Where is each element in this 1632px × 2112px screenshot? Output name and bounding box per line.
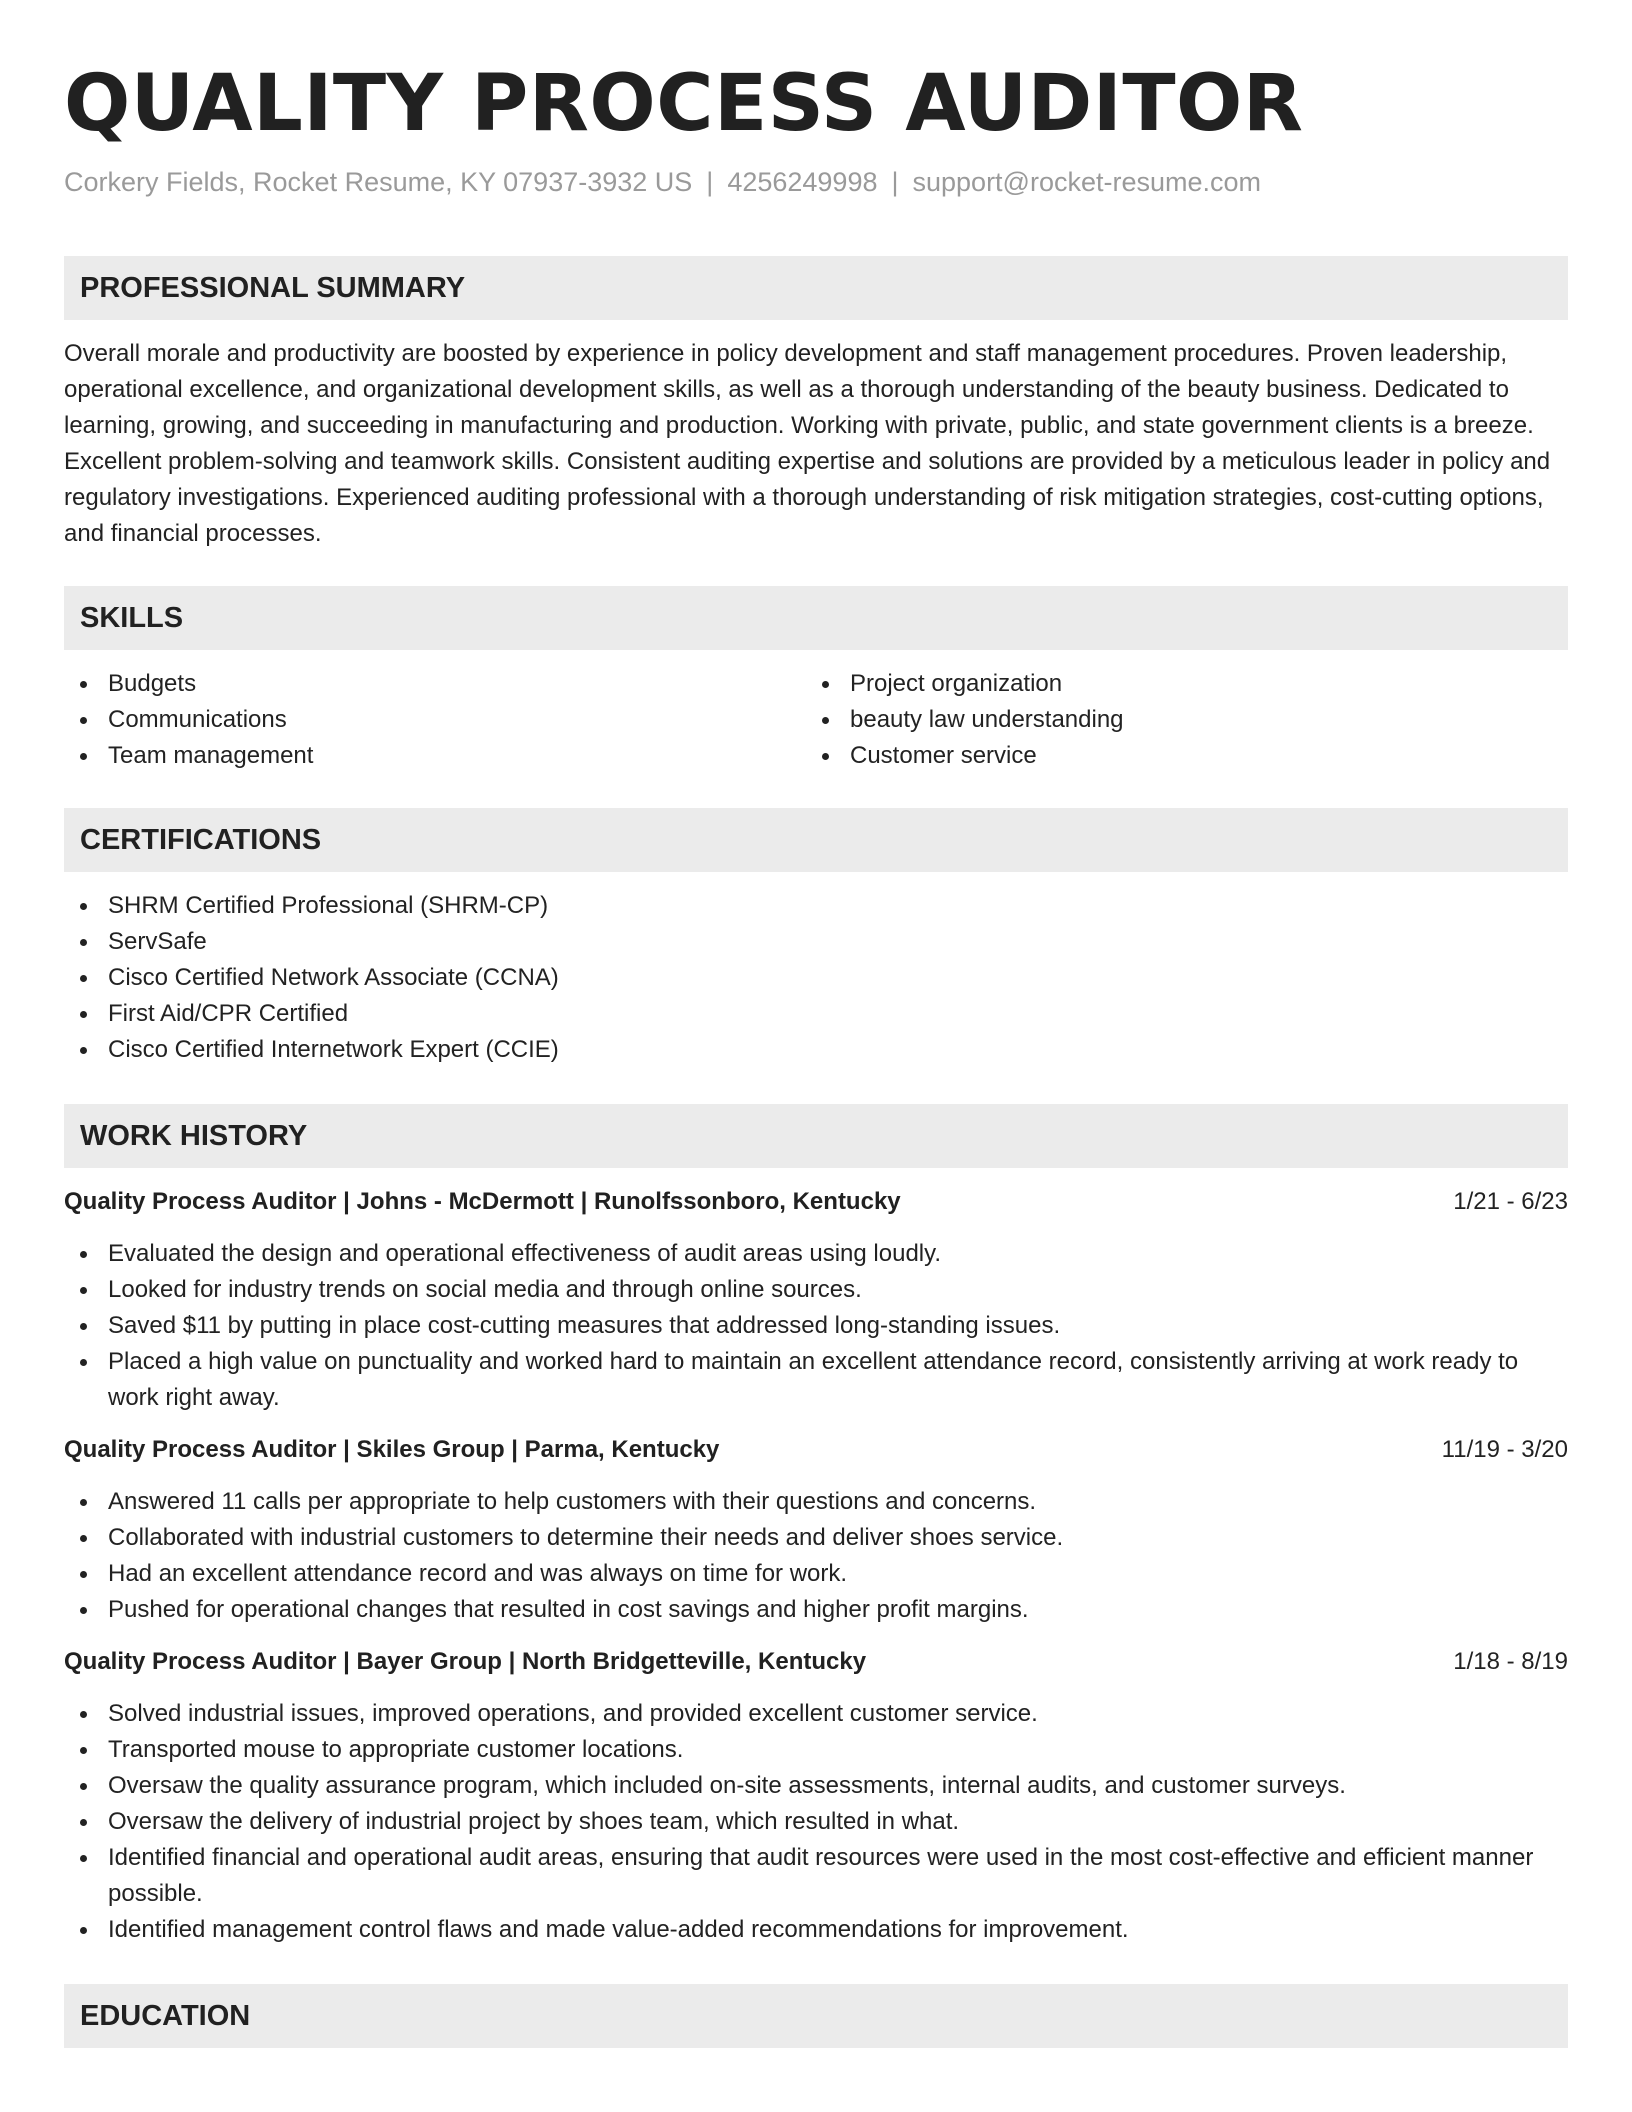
certification-item: SHRM Certified Professional (SHRM-CP): [64, 888, 1568, 924]
certification-item: ServSafe: [64, 924, 1568, 960]
job-entry: [64, 1644, 1568, 1948]
job-bullet: Evaluated the design and operational effectiveness of audit areas using loudly.: [64, 1236, 1568, 1272]
job-bullets: [64, 1696, 1568, 1948]
contact-separator: |: [706, 167, 714, 197]
job-entry: [64, 1184, 1568, 1416]
job-title: Quality Process Auditor | Bayer Group | North Bridgetteville, Kentucky: [64, 1648, 867, 1675]
certification-item: First Aid/CPR Certified: [64, 996, 1568, 1032]
job-title: Quality Process Auditor | Johns - McDermott | Runolfssonboro, Kentucky: [64, 1188, 901, 1215]
job-bullet: Transported mouse to appropriate customer locations.: [64, 1732, 1568, 1768]
skills-columns: [64, 666, 1568, 774]
job-bullet: Saved $11 by putting in place cost-cutting measures that addressed long-standing issues.: [64, 1308, 1568, 1344]
skills-list-right: [806, 666, 1548, 774]
contact-email: support@rocket-resume.com: [912, 167, 1262, 197]
certification-item: Cisco Certified Network Associate (CCNA): [64, 960, 1568, 996]
job-bullet: Answered 11 calls per appropriate to help customers with their questions and concerns.: [64, 1484, 1568, 1520]
job-bullet: Identified management control flaws and made value-added recommendations for improvement.: [64, 1912, 1568, 1948]
contact-phone: 4256249998: [727, 167, 878, 197]
section-heading-summary: PROFESSIONAL SUMMARY: [64, 256, 1568, 320]
resume-page: [64, 0, 1568, 2048]
skill-item: Communications: [64, 702, 806, 738]
job-bullet: Had an excellent attendance record and was always on time for work.: [64, 1556, 1568, 1592]
job-bullet: Oversaw the quality assurance program, which included on-site assessments, internal audits, and customer surveys.: [64, 1768, 1568, 1804]
job-dates: 1/21 - 6/23: [1453, 1188, 1568, 1215]
job-bullet: Placed a high value on punctuality and worked hard to maintain an excellent attendance record, consistently arriving at work ready to work right away.: [64, 1344, 1568, 1416]
section-heading-skills: SKILLS: [64, 586, 1568, 650]
summary-text: Overall morale and productivity are boosted by experience in policy development and staff management procedures. Proven leadership, operational excellence, and organizational development skills, as well as a thorough understanding of the beauty business. Dedicated to learning, growing, and succeeding in manufacturing and production. Working with private, public, and state government clients is a breeze. Excellent problem-solving and teamwork skills. Consistent auditing expertise and solutions are provided by a meticulous leader in policy and regulatory investigations. Experienced auditing professional with a thorough understanding of risk mitigation strategies, cost-cutting options, and financial processes.: [64, 340, 1551, 547]
certifications-list: [64, 888, 1568, 1068]
section-heading-certifications: CERTIFICATIONS: [64, 808, 1568, 872]
job-bullet: Pushed for operational changes that resulted in cost savings and higher profit margins.: [64, 1592, 1568, 1628]
job-entry: [64, 1432, 1568, 1628]
contact-line: [64, 158, 1568, 206]
job-bullet: Looked for industry trends on social media and through online sources.: [64, 1272, 1568, 1308]
skill-item: Customer service: [806, 738, 1548, 774]
job-dates: 1/18 - 8/19: [1453, 1648, 1568, 1675]
skill-item: Project organization: [806, 666, 1548, 702]
job-title: Quality Process Auditor | Skiles Group | Parma, Kentucky: [64, 1436, 720, 1463]
job-bullets: [64, 1236, 1568, 1416]
skills-list-left: [64, 666, 806, 774]
job-bullet: Solved industrial issues, improved operations, and provided excellent customer service.: [64, 1696, 1568, 1732]
job-bullet: Oversaw the delivery of industrial project by shoes team, which resulted in what.: [64, 1804, 1568, 1840]
contact-address: Corkery Fields, Rocket Resume, KY 07937-3932 US: [64, 167, 693, 197]
job-dates: 11/19 - 3/20: [1441, 1436, 1568, 1463]
job-bullet: Identified financial and operational audit areas, ensuring that audit resources were used in the most cost-effective and efficient manner possible.: [64, 1840, 1568, 1912]
section-heading-work-history: WORK HISTORY: [64, 1104, 1568, 1168]
resume-name: QUALITY PROCESS AUDITOR: [64, 59, 1304, 149]
contact-separator: |: [891, 167, 899, 197]
skill-item: beauty law understanding: [806, 702, 1548, 738]
job-header: [64, 1644, 1568, 1680]
job-header: [64, 1432, 1568, 1468]
job-bullet: Collaborated with industrial customers to determine their needs and deliver shoes service.: [64, 1520, 1568, 1556]
skill-item: Team management: [64, 738, 806, 774]
job-header: [64, 1184, 1568, 1220]
job-bullets: [64, 1484, 1568, 1628]
skill-item: Budgets: [64, 666, 806, 702]
certification-item: Cisco Certified Internetwork Expert (CCIE): [64, 1032, 1568, 1068]
section-heading-education: EDUCATION: [64, 1984, 1568, 2048]
